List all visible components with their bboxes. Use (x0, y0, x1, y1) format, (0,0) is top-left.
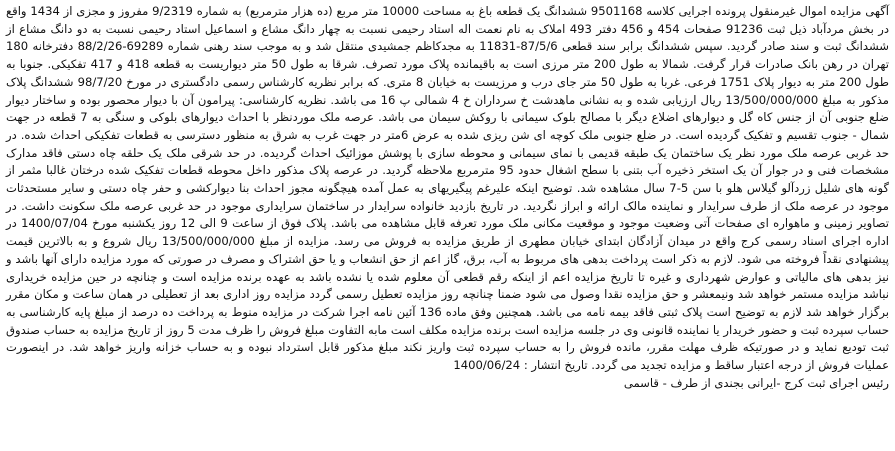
notice-body-text: آگهی مزایده اموال غیرمنقول پرونده اجرایی کلاسه 9501168 ششدانگ یک قطعه باغ به مساحت 10000 متر مربع (ده هزار مترمربع) به شماره 9/2319 مفروز و مجزی از 1434 واقع در بخش مردآباد ذیل ثبت 91236 صفحات 454 و 456 دفتر 493 املاک به نام نعمت اله استاد رحیمی نسبت به چهار دانگ مشاع و اسماعیل استاد رحیمی نسبت به دو دانگ مشاع از ششدانگ ثبت و سند صادر گردید. سپس ششدانگ برابر سند قطعی 87/5/6-11831 به مجدکاظم جمشیدی منتقل شد و به موجب سند رهنی شماره 69289-88/2/26 دفترخانه 180 تهران در رهن بانک صادرات قرار گرفت. شمالا به طول 200 متر مرزی است به باقیمانده پلاک مورد تصرف. شرقا به طول 50 متر دیواریست به قطعه 418 و 417 تفکیکی. جنوبا به طول 200 متر به دیوار پلاک 1751 فرعی. غربا به طول 50 متر جای درب و مرزیست به خیابان 8 متری. که برابر نظریه کارشناس رسمی دادگستری در مورخ 98/7/20 ششدانگ پلاک مذکور به مبلغ 13/500/000/000 ریال ارزیابی شده و به نشانی ماهدشت خ سرداران خ 4 شمالی پ 16 می باشد. نظریه کارشناسی: پیرامون آن با دیوار محصور بوده و ساختار دیوار ضلع جنوبی آن از جنس کاه گل و دیوارهای اضلاع دیگر با مصالح بلوک سیمانی با روکش سیمان می باشد. عرصه ملک موردنظر با احداث دیوارهای بلوکی و سنگی به 7 قطعه در جهت شمال - جنوب تقسیم و تفکیک گردیده است. در ضلع جنوبی ملک کوچه ای شن ریزی شده به عرض 6متر در جهت غرب به شرق به منظور دسترسی به قطعات تفکیکی احداث شده. در حد غربی عرصه ملک مورد نظر یک ساختمان یک طبقه قدیمی با نمای سیمانی و محوطه سازی با پوشش موزائیک احداث گردیده. در حد شرقی ملک یک حلقه چاه دستی فاقد مدارک مشخصات فنی و در جوار آن یک استخر ذخیره آب بتنی با سطح اشغال حدود 95 مترمربع ملاحظه گردید. در عرصه پلاک مذکور داخل محوطه قطعات تفکیک شده درختان غالبا مثمر از گونه های شلیل زردآلو گیلاس هلو با سن 5-7 سال مشاهده شد. توضیح اینکه علیرغم پیگیریهای به عمل آمده هیچگونه مجوز احداث بنا دیوارکشی و حفر چاه دستی و سایر مستحدثات موجود در عرصه ملک از طرف سرایدار و نماینده مالک ارائه و ابراز نگردید. در تاریخ بازدید خانواده سرایدار در ساختمان سرایداری موجود در حد غربی عرصه ملک سکونت داشت. در تصاویر زمینی و ماهواره ای صفحات آتی وضعیت موجود و موقعیت مکانی ملک مورد تعرفه قابل مشاهده می باشد. پلاک فوق از ساعت 9 الی 12 روز یکشنبه مورخ 1400/07/04 در اداره اجرای اسناد رسمی کرج واقع در میدان آزادگان ابتدای خیابان مطهری از طریق مزایده به فروش می رسد. مزایده از مبلغ 13/500/000/000 ریال شروع و به بالاترین قیمت پیشنهادی نقداً فروخته می شود. لازم به ذکر است پرداخت بدهی های مربوط به آب، برق، گاز اعم از حق انشعاب و یا حق اشتراک و مصرف در صورتی که مورد مزایده دارای آنها باشد و نیز بدهی های مالیاتی و عوارض شهرداری و غیره تا تاریخ مزایده اعم از اینکه رقم قطعی آن معلوم شده یا نشده باشد به عهده برنده مزایده است و چنانچه در حین مزایده خریداری نباشد مزایده مستمر خواهد شد ونیمعشر و حق مزایده نقدا وصول می شود ضمنا چنانچه روز مزایده تعطیل رسمی گردد مزایده روز اداری بعد از تعطیلی در همان ساعت و مکان مقرر برگزار خواهد شد لازم به توضیح است پلاک ثبتی فاقد بیمه نامه می باشد. همچنین وفق ماده 136 آئین نامه اجرا شرکت در مزایده منوط به پرداخت ده درصد از مبلغ پایه کارشناسی به حساب سپرده ثبت و حضور خریدار یا نماینده قانونی وی در جلسه مزایده است برنده مزایده مکلف است مابه التفاوت مبلغ فروش را ظرف مدت 5 روز از تاریخ مزایده به حساب صندوق ثبت تودیع نماید و در صورتیکه ظرف مهلت مقرر، مانده فروش را به حساب سپرده ثبت واریز نکند مبلغ مذکور قابل استرداد نبوده و به حساب خزانه واریز خواهد شد. در اینصورت عملیات فروش از درجه اعتبار ساقط و مزایده تجدید می گردد. تاریخ انتشار : 1400/06/24 (6, 4, 890, 373)
notice-signature: رئیس اجرای ثبت کرج -ایرانی بجندی از طرف - قاسمی (623, 375, 889, 390)
